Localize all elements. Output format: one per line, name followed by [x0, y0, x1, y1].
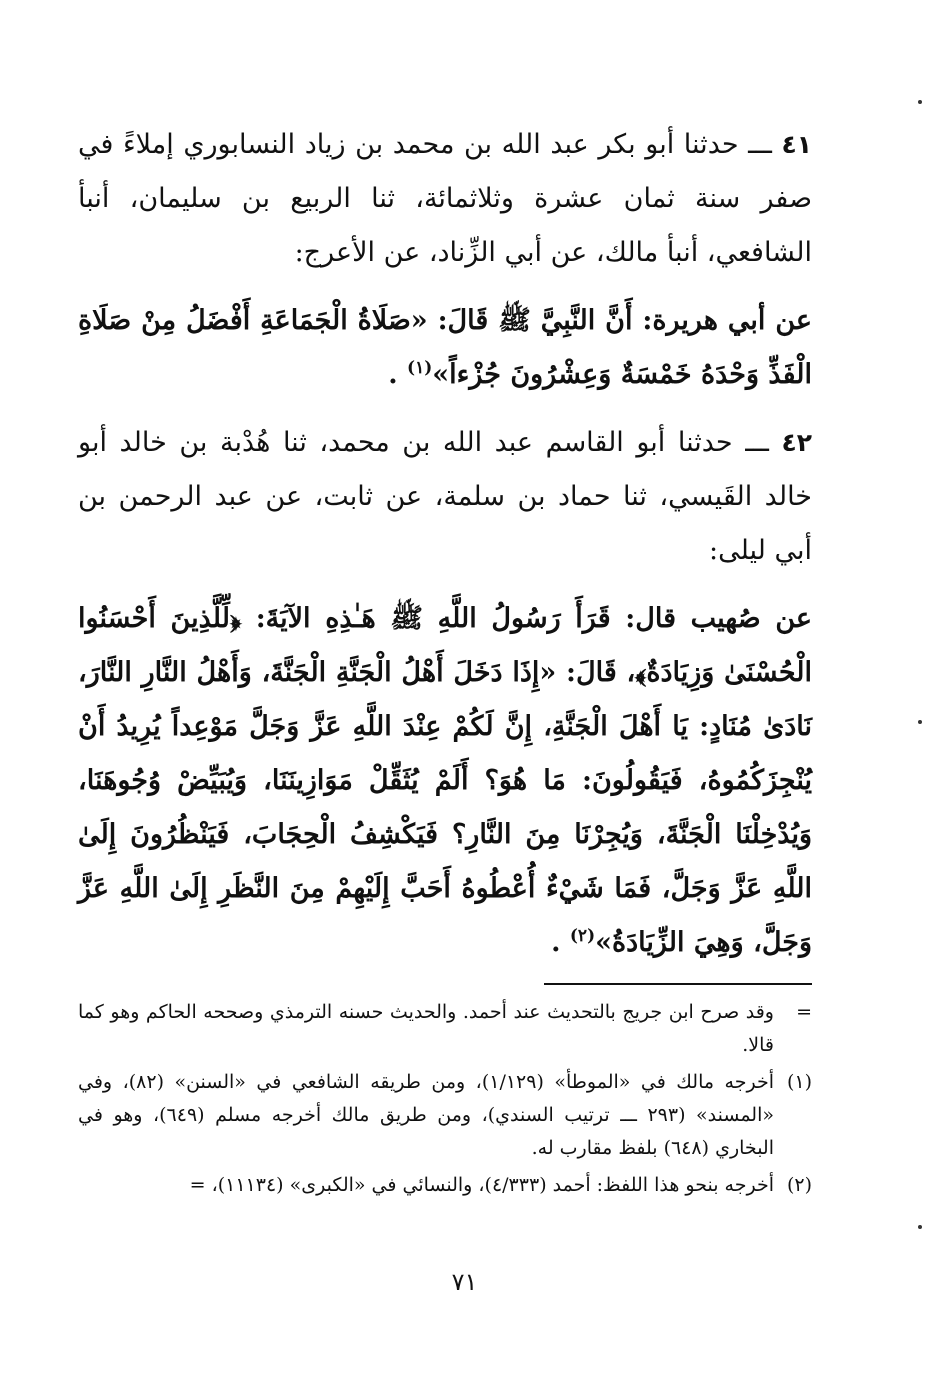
footnote-number: (٢)	[786, 1174, 812, 1196]
isnad-text: حدثنا أبو القاسم عبد الله بن محمد، ثنا هُدْبة بن خالد أبو خالد القَيسي، ثنا حماد بن سلمة، عن ثابت، عن عبد الرحمن بن أبي ليلى:	[78, 427, 812, 566]
footnotes	[78, 996, 812, 1206]
main-text	[78, 118, 812, 970]
continuation-mark: =	[189, 1174, 206, 1196]
hadith-42-isnad	[78, 416, 812, 578]
isnad-text: حدثنا أبو بكر عبد الله بن محمد بن زياد النسابوري إملاءً في صفر سنة ثمان عشرة وثلاثمائة، ثنا الربيع بن سليمان، أنبأ الشافعي، أنبأ مالك، عن أبي الزِّناد، عن الأعرج:	[78, 129, 812, 268]
continuation-mark: =	[796, 1001, 812, 1023]
period: .	[551, 927, 561, 958]
footnote-body: أخرجه بنحو هذا اللفظ: أحمد (٤/٣٣٣)، والنسائي في «الكبرى» (١١١٣٤)،	[211, 1174, 774, 1196]
footnote-ref[interactable]: (١)	[407, 358, 433, 378]
hadith-number: ٤٢	[781, 428, 813, 457]
margin-mark	[918, 720, 922, 724]
hadith-number: ٤١	[781, 130, 812, 159]
page-number: ٧١	[451, 1268, 478, 1296]
period: .	[388, 359, 398, 390]
margin-mark	[918, 1225, 922, 1229]
footnote-separator	[544, 983, 812, 985]
dash: ـــ	[748, 129, 772, 160]
hadith-42-matn	[78, 592, 812, 970]
footnote-text: وقد صرح ابن جريج بالتحديث عند أحمد. والحديث حسنه الترمذي وصححه الحاكم وهو كما قالا.	[78, 1001, 774, 1056]
footnote-2	[78, 1169, 812, 1202]
matn-text: عن صُهيب قال: قَرَأَ رَسُولُ اللَّهِ ﷺ هَـٰذِهِ الآيَةَ: ﴿لِّلَّذِينَ أَحْسَنُوا الْحُسْنَىٰ وَزِيَادَةٌ﴾، قَالَ: «إِذَا دَخَلَ أَهْلُ الْجَنَّةِ الْجَنَّةَ، وَأَهْلُ النَّارِ النَّارَ، نَادَىٰ مُنَادٍ: يَا أَهْلَ الْجَنَّةِ، إِنَّ لَكُمْ عِنْدَ اللَّهِ عَزَّ وَجَلَّ مَوْعِداً يُرِيدُ أَنْ يُنْجِزَكُمُوهُ، فَيَقُولُونَ: مَا هُوَ؟ أَلَمْ يُثَقِّلْ مَوَازِينَنَا، وَيُبَيِّضْ وُجُوهَنَا، وَيُدْخِلْنَا الْجَنَّةَ، وَيُجِرْنَا مِنَ النَّارِ؟ فَيَكْشِفُ الْحِجَابَ، فَيَنْظُرُونَ إِلَىٰ اللَّهِ عَزَّ وَجَلَّ، فَمَا شَيْءٌ أُعْطُوهُ أَحَبَّ إِلَيْهِمْ مِنَ النَّظَرِ إِلَىٰ اللَّهِ عَزَّ وَجَلَّ، وَهِيَ الزِّيَادَةُ»	[78, 603, 812, 958]
footnote-number: (١)	[786, 1071, 812, 1093]
footnote-1	[78, 1066, 812, 1165]
hadith-41-matn	[78, 294, 812, 402]
footnote-text: أخرجه مالك في «الموطأ» (١/١٢٩)، ومن طريقه الشافعي في «السنن» (٨٢)، وفي «المسند» (٢٩٣ ـــ ترتيب السندي)، ومن طريق مالك أخرجه مسلم (٦٤٩)، وهو في البخاري (٦٤٨) بلفظ مقارب له.	[78, 1071, 774, 1159]
margin-mark	[918, 100, 922, 104]
matn-text: عن أبي هريرة: أَنَّ النَّبِيَّ ﷺ قَالَ: «صَلَاةُ الْجَمَاعَةِ أَفْضَلُ مِنْ صَلَاةِ الْفَذِّ وَحْدَهُ خَمْسَةٌ وَعِشْرُونَ جُزْءاً»	[78, 305, 812, 390]
footnote-text	[78, 1169, 774, 1202]
dash: ـــ	[745, 427, 769, 458]
footnote-continued	[78, 996, 812, 1062]
hadith-41-isnad	[78, 118, 812, 280]
footnote-ref[interactable]: (٢)	[569, 926, 596, 946]
